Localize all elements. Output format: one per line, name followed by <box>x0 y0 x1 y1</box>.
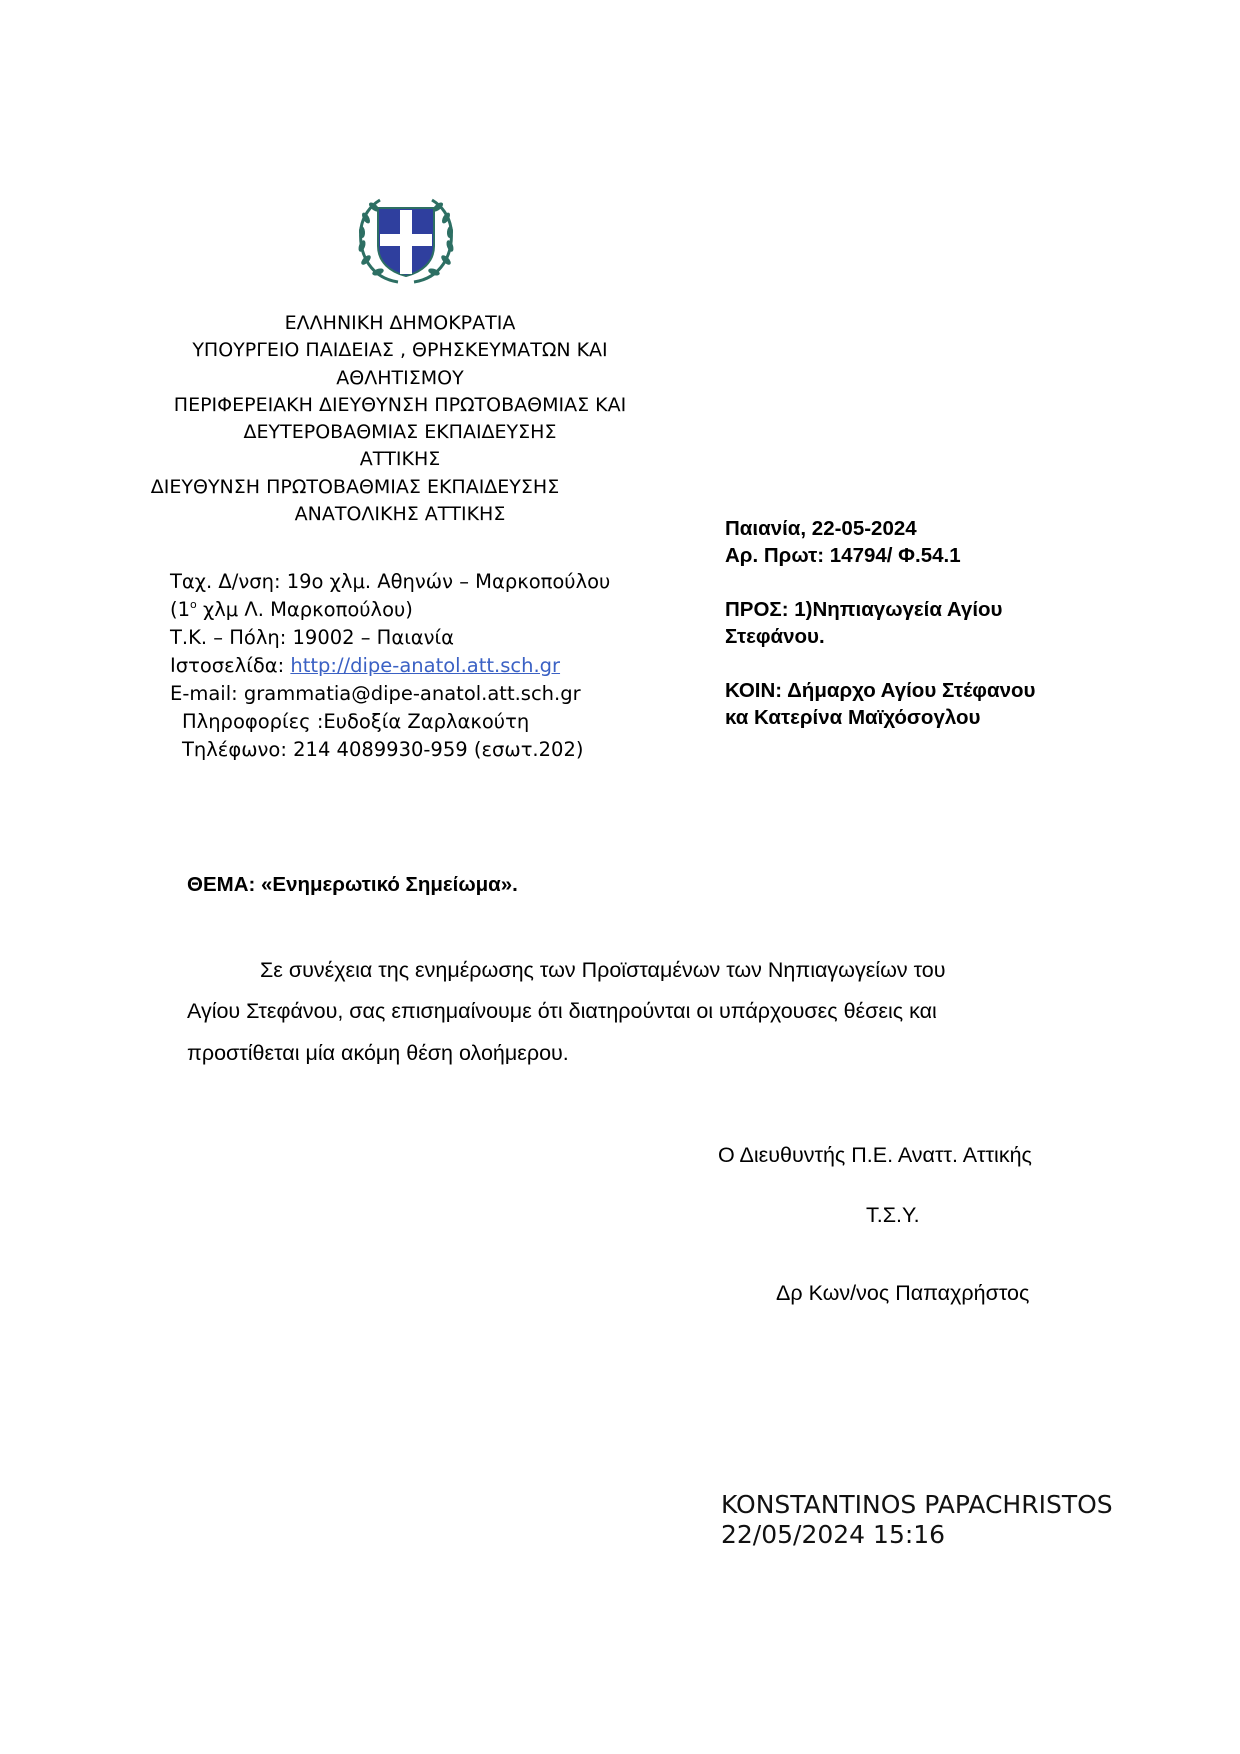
website-link[interactable]: http://dipe-anatol.att.sch.gr <box>290 654 561 677</box>
recipient-cont: Στεφάνου. <box>725 625 825 648</box>
digital-signature-datetime: 22/05/2024 15:16 <box>721 1520 946 1549</box>
body-line: Αγίου Στεφάνου, σας επισημαίνουμε ότι διατηρούνται οι υπάρχουσες θέσεις και <box>187 999 937 1024</box>
postal-address-detail: ($1^o$ χλμ Λ. Μαρκοπούλου) <box>170 598 413 621</box>
info-contact-person: Πληροφορίες :Ευδοξία Ζαρλακούτη <box>182 710 530 733</box>
protocol-number: Αρ. Πρωτ: 14794/ Φ.54.1 <box>725 544 961 567</box>
body-paragraph <box>187 950 945 1074</box>
postal-address: Ταχ. Δ/νση: 19ο χλμ. Αθηνών – Μαρκοπούλου <box>170 570 611 593</box>
website <box>170 652 610 680</box>
place-date: Παιανία, 22-05-2024 <box>725 517 917 540</box>
email: E-mail: grammatia@dipe-anatol.att.sch.gr <box>170 682 581 705</box>
body-line: προστίθεται μία ακόμη θέση ολοήμερου. <box>187 1040 569 1065</box>
recipient: ΠΡΟΣ: 1)Νηπιαγωγεία Αγίου <box>725 598 1003 621</box>
digital-signature-stamp <box>721 1490 1113 1550</box>
contact-info <box>170 568 610 764</box>
issuer-line: ΑΝΑΤΟΛΙΚΗΣ ΑΤΤΙΚΗΣ <box>294 503 506 526</box>
issuer-line: ΠΕΡΙΦΕΡΕΙΑΚΗ ΔΙΕΥΘΥΝΣΗ ΠΡΩΤΟΒΑΘΜΙΑΣ ΚΑΙ <box>173 393 627 416</box>
website-label: Ιστοσελίδα: <box>170 654 291 677</box>
cc-recipient-cont: κα Κατερίνα Μαϊχόσογλου <box>725 706 981 729</box>
body-line: Σε συνέχεια της ενημέρωσης των Προϊσταμένων των Νηπιαγωγείων του <box>260 958 946 982</box>
document-metadata <box>725 515 1035 731</box>
issuer-line: ΑΘΛΗΤΙΣΜΟΥ <box>336 366 464 389</box>
issuer-line: ΔΙΕΥΘΥΝΣΗ ΠΡΩΤΟΒΑΘΜΙΑΣ ΕΚΠΑΙΔΕΥΣΗΣ <box>150 475 560 498</box>
issuer-line: ΔΕΥΤΕΡΟΒΑΘΜΙΑΣ ΕΚΠΑΙΔΕΥΣΗΣ <box>243 421 557 444</box>
cc-recipient: ΚΟΙΝ: Δήμαρχο Αγίου Στέφανου <box>725 679 1036 702</box>
issuer-line: ΑΤΤΙΚΗΣ <box>359 448 441 471</box>
signatory-name: Δρ Κων/νος Παπαχρήστος <box>776 1281 1030 1305</box>
phone: Τηλέφωνο: 214 4089930-959 (εσωτ.202) <box>182 738 584 761</box>
greek-coat-of-arms-emblem <box>354 194 458 288</box>
signatory-title: Ο Διευθυντής Π.Ε. Αναττ. Αττικής <box>718 1143 1032 1167</box>
subject-line: ΘΕΜΑ: «Ενημερωτικό Σημείωμα». <box>187 873 518 896</box>
postal-code-city: Τ.Κ. – Πόλη: 19002 – Παιανία <box>170 626 454 649</box>
issuer-line: ΕΛΛΗΝΙΚΗ ΔΗΜΟΚΡΑΤΙΑ <box>284 312 516 334</box>
signatory-tsy: Τ.Σ.Υ. <box>866 1203 920 1227</box>
issuer-line: ΥΠΟΥΡΓΕΙΟ ΠΑΙΔΕΙΑΣ , ΘΡΗΣΚΕΥΜΑΤΩΝ ΚΑΙ <box>192 339 608 362</box>
digital-signer-name: KONSTANTINOS PAPACHRISTOS <box>721 1490 1113 1519</box>
issuing-authority <box>150 310 650 528</box>
